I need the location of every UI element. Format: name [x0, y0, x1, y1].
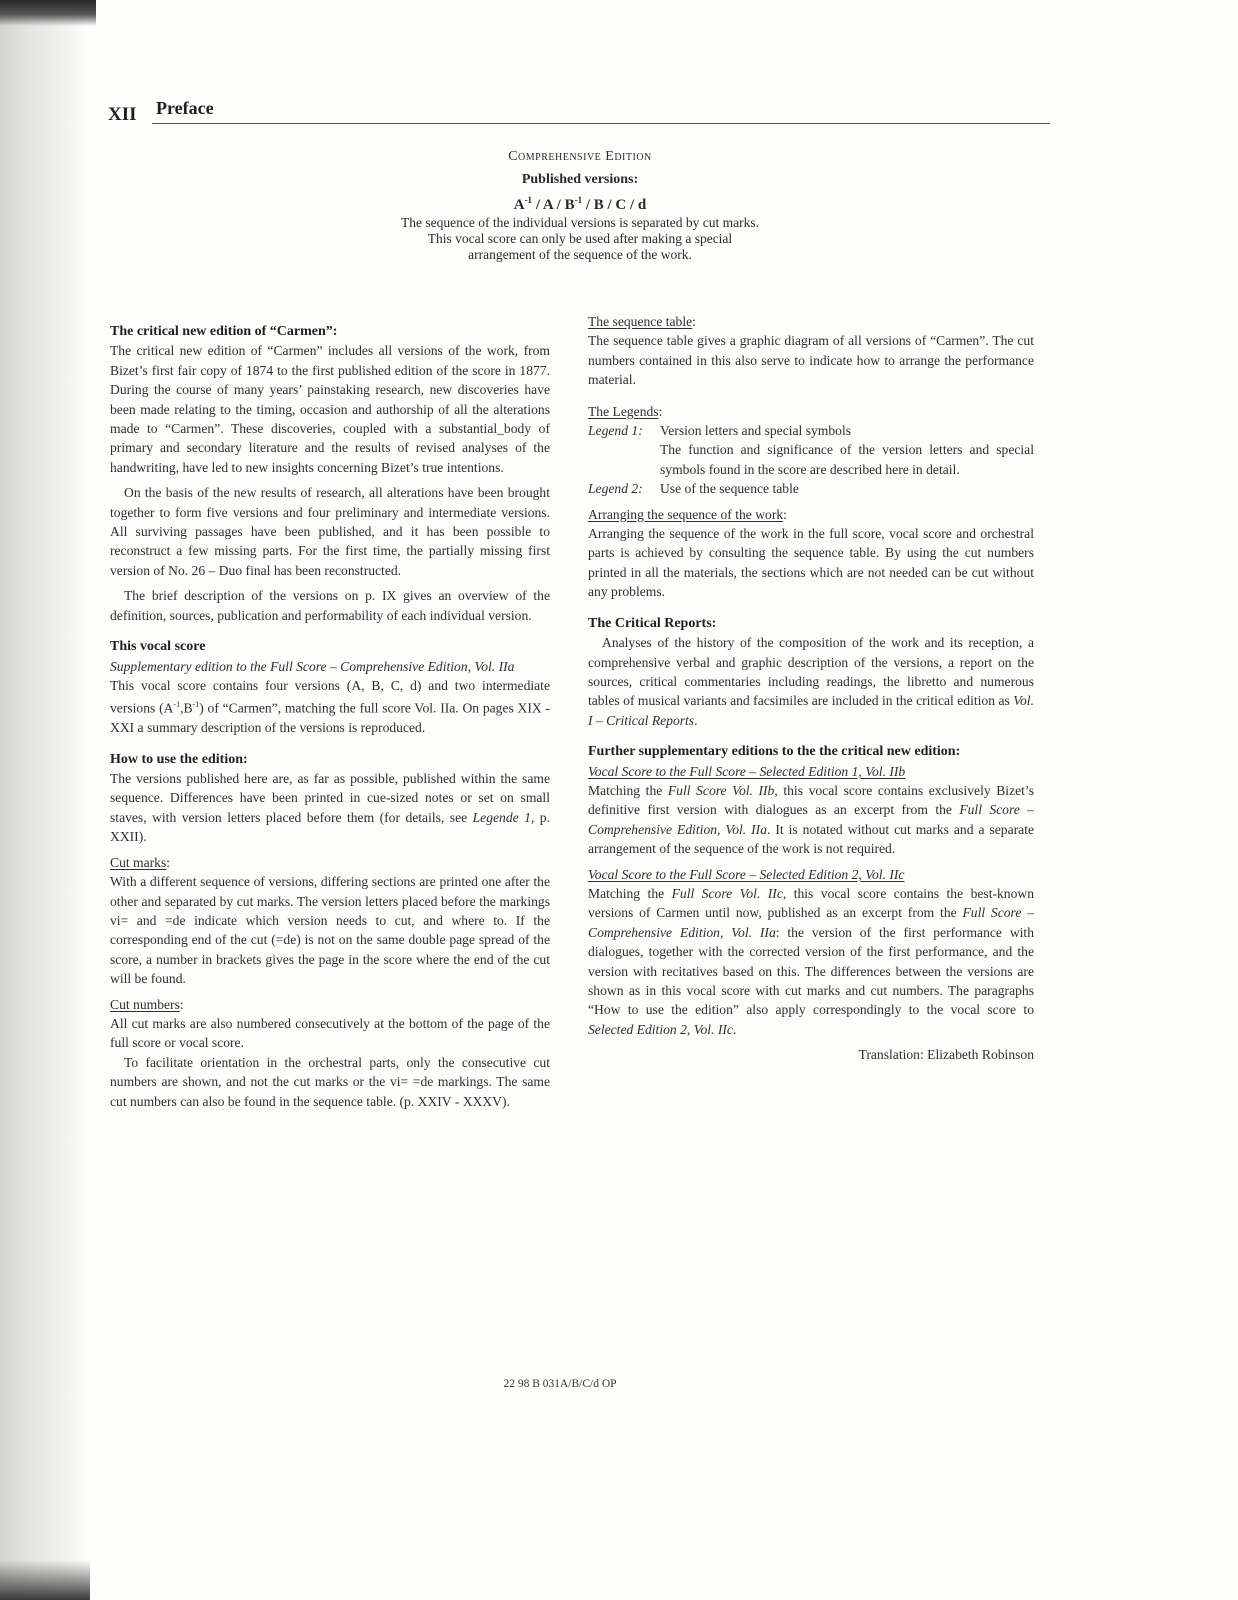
published-versions-label: Published versions: [521, 172, 639, 187]
edition-note-line2: This vocal score can only be used after making a special [427, 231, 733, 246]
arranging-label: Arranging the sequence of the work: [588, 506, 787, 522]
arranging-paragraph: Arranging the sequence of the work in the full score, vocal score and orchestral parts is achieved by consulting the sequence table. By using the cut numbers printed in all the materials, the sections which are not needed can be cut without any problems. [588, 526, 1034, 600]
critical-edition-paragraph-2: On the basis of the new results of research, all alterations have been brought together to form five versions and four preliminary and intermediate versions. All surviving passages have been published, and it has been possible to reconstruct a few missing parts. For the first time, the partially missing first version of No. 26 – Duo final has been reconstructed. [110, 485, 550, 578]
versions-rest: / B / C / d [582, 197, 647, 213]
cut-numbers-label: Cut numbers: [110, 996, 184, 1012]
legend-1-title: Version letters and special symbols [660, 423, 852, 439]
selected-edition-2-paragraph: Matching the Full Score Vol. IIc, this vocal score contains the best-known versions of Carmen until now, published as an excerpt from the Full Score – Comprehensive Edition, Vol. IIa: the version of the first performance with dialogues, together with the corrected version of the first performance, and the version with recitatives based on this. The differences between the versions are shown as in this vocal score with cut marks and cut numbers. The paragraphs “How to use the edition” also apply correspondingly to the vocal score to Selected Edition 2, Vol. IIc. [588, 885, 1034, 1037]
further-editions-heading: Further supplementary editions to the the critical new edition: [588, 744, 961, 760]
scan-shadow-corner [0, 0, 96, 26]
selected-edition-1-title: Vocal Score to the Full Score – Selected Edition 1, Vol. IIb [588, 763, 906, 779]
version-b-base: B [564, 197, 575, 213]
legend-2-title: Use of the sequence table [660, 481, 799, 497]
edition-note-line1: The sequence of the individual versions is separated by cut marks. [400, 215, 760, 230]
running-title: Preface [156, 98, 214, 118]
cut-marks-paragraph: With a different sequence of versions, differing sections are printed one after the other and separated by cut marks. The version letters placed before the markings vi= and =de indicate which version needs to cut, and where to. If the corresponding end of the cut (=de) is not on the same double page spread of the score, a number in brackets gives the page in the score where the end of the cut will be found. [110, 874, 550, 987]
scan-shadow-bottom [0, 1560, 90, 1600]
how-to-use-paragraph: The versions published here are, as far as possible, published within the same sequence. Differences have been printed in cue-sized notes or set on small staves, with version letters placed before them (for details, see Legende 1, p. XXII). [110, 771, 550, 845]
page-number: XII [108, 104, 137, 125]
critical-reports-heading: The Critical Reports: [588, 615, 717, 631]
how-to-use-heading: How to use the edition: [110, 751, 248, 767]
critical-edition-paragraph-3: The brief description of the versions on p. IX gives an overview of the definition, sources, publication and performability of each individual version. [110, 588, 550, 623]
header-rule [152, 123, 1050, 124]
legend-1-label: Legend 1: [588, 423, 643, 439]
critical-edition-paragraph-1: The critical new edition of “Carmen” includes all versions of the work, from Bizet’s first fair copy of 1874 to the first published edition of the score in 1877. During the course of many years’ painstaking research, new discoveries have been made relating to the timing, occasion and authorship of all the alterations made to “Carmen”. These discoveries, coupled with a substantial_body of primary and secondary literature and the results of revised analyses of the handwriting, have led to new insights concerning Bizet’s true intentions. [110, 343, 550, 475]
cut-marks-label: Cut marks: [110, 854, 171, 870]
footer-catalog-code: 22 98 B 031A/B/C/d OP [503, 1378, 617, 1390]
selected-edition-2-title: Vocal Score to the Full Score – Selected Edition 2, Vol. IIc [588, 866, 905, 882]
legend-1-row [588, 421, 1034, 440]
cut-numbers-paragraph-2: To facilitate orientation in the orchestral parts, only the consecutive cut numbers are shown, and not the cut marks or the vi= =de markings. The same cut numbers can also be found in the sequence table. (p. XXIV - XXXV). [110, 1054, 550, 1109]
versions-sep: / A / [532, 197, 565, 213]
cut-numbers-paragraph-1: All cut marks are also numbered consecutively at the bottom of the page of the full score or vocal score. [110, 1015, 550, 1051]
vocal-score-heading: This vocal score [110, 639, 206, 655]
edition-note-line3: arrangement of the sequence of the work. [468, 247, 692, 262]
edition-block [300, 148, 860, 263]
translation-credit: Translation: Elizabeth Robinson [858, 1047, 1034, 1063]
version-a-base: A [513, 197, 525, 213]
page-header [108, 96, 1050, 126]
versions-line [300, 190, 860, 215]
sequence-table-label: The sequence table: [588, 314, 696, 329]
vocal-score-subtitle: Supplementary edition to the Full Score – Comprehensive Edition, Vol. IIa [110, 658, 515, 674]
critical-reports-paragraph: Analyses of the history of the composition of the work and its reception, a comprehensive verbal and graphic description of the versions, a report on the sources, critical commentaries including readings, the libretto and numerous tables of musical variants and facsimiles are included in the critical edition as Vol. I – Critical Reports. [588, 635, 1034, 728]
right-column [588, 312, 1034, 1065]
version-a-sup: -1 [524, 195, 533, 205]
selected-edition-1-paragraph: Matching the Full Score Vol. IIb, this vocal score contains exclusively Bizet’s definitive first version with dialogues as an excerpt from the Full Score – Comprehensive Edition, Vol. IIa. It is notated without cut marks and a separate arrangement of the sequence of the work is not required. [588, 782, 1035, 857]
vocal-score-paragraph: This vocal score contains four versions (A, B, C, d) and two intermediate versions $(A^{-1},B^{-1})$ of “Carmen”, matching the full score Vol. IIa. On pages XIX - XXI a summary description of the versions is reproduced. [110, 677, 550, 736]
edition-title: Comprehensive Edition [508, 149, 652, 164]
legend-1-description: The function and significance of the version letters and special symbols found in the score are described here in detail. [660, 442, 1034, 477]
legend-2-label: Legend 2: [588, 481, 643, 497]
sequence-table-paragraph: The sequence table gives a graphic diagram of all versions of “Carmen”. The cut numbers contained in this also serve to indicate how to arrange the performance material. [588, 333, 1034, 388]
left-column [110, 322, 550, 1111]
legend-2-row [588, 479, 1034, 498]
critical-edition-heading: The critical new edition of “Carmen”: [110, 324, 338, 339]
legends-label: The Legends: [588, 403, 663, 419]
version-b-sup: -1 [574, 195, 583, 205]
scan-shadow-left [0, 0, 86, 1600]
